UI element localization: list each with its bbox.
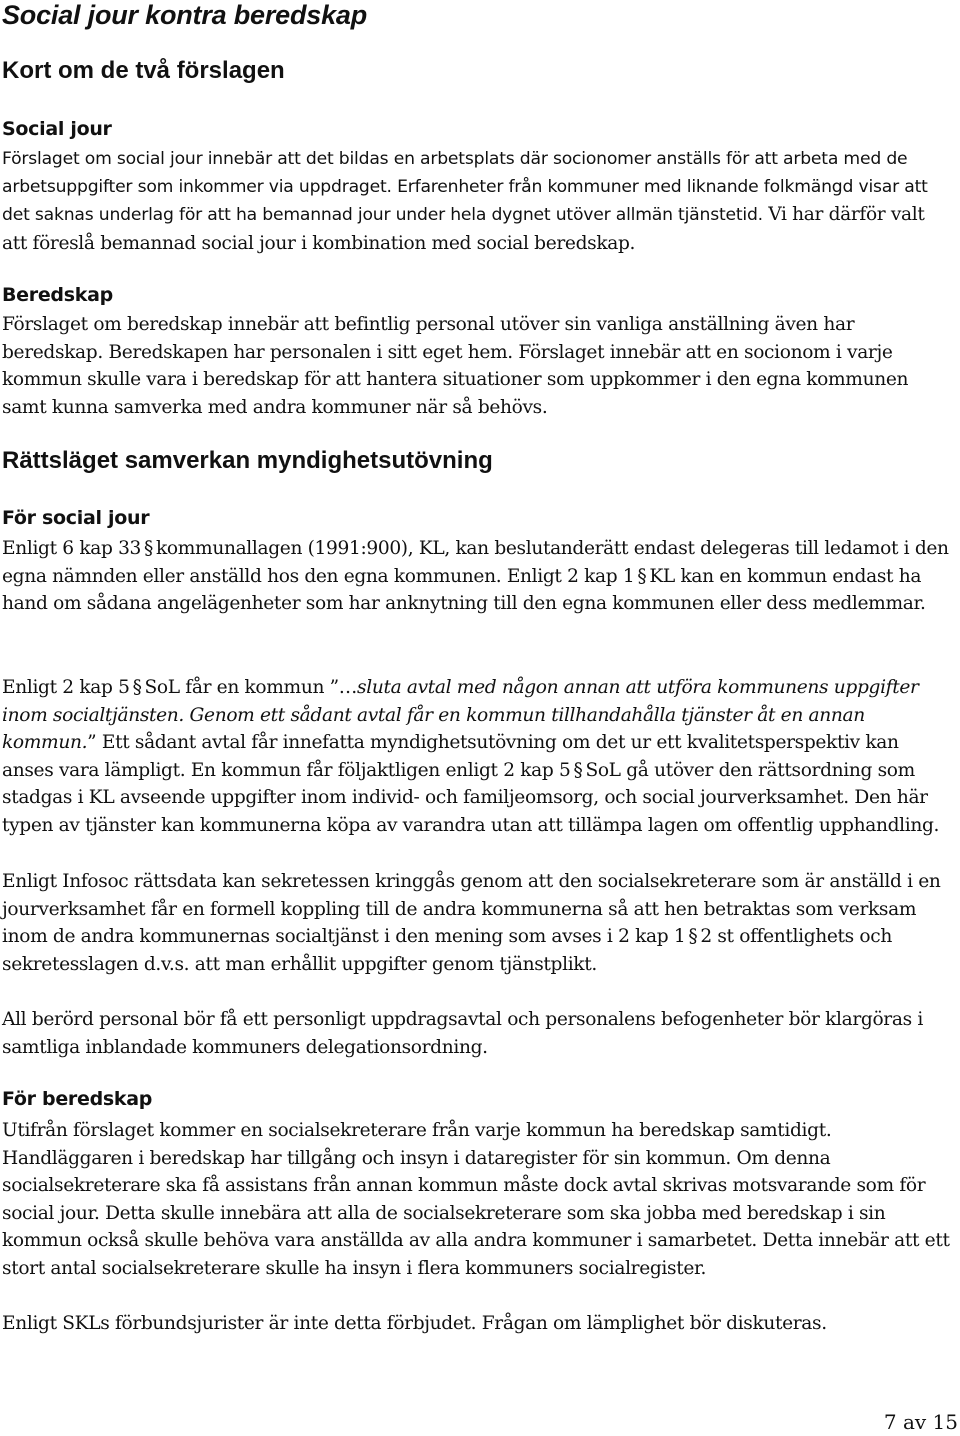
section-heading-proposals: Kort om de två förslagen: [2, 57, 285, 84]
subheading-beredskap: Beredskap: [2, 284, 113, 306]
document-title: Social jour kontra beredskap: [2, 0, 368, 30]
paragraph-social-jour: [2, 146, 952, 258]
paragraph-text: 2 st offentlighets och sekretesslagen d.v.s. att man erhållit uppgifter genom tjänstplikt.: [2, 926, 892, 975]
section-sign: §: [573, 759, 583, 781]
section-sign: §: [637, 565, 647, 587]
paragraph-kommunallagen: [2, 535, 954, 618]
section-sign: §: [132, 677, 142, 698]
paragraph-beredskap-avtal: Utifrån förslaget kommer en socialsekreterare från varje kommun ha beredskap samtidigt. Handläggaren i beredskap har tillgång och insyn i dataregister för sin kommun. Om denna socialsekreterare ska få assistans från annan kommun måste dock avtal skrivas motsvarande som för social jour. Detta skulle innebära att alla de socialsekreterare som ska jobba med beredskap i sin kommun också skulle behöva vara anställda av alla andra kommuner i samarbetet. Detta innebär att ett stort antal socialsekreterare skulle ha insyn i flera kommuners socialregister.: [2, 1120, 950, 1279]
law-quote: sluta avtal med någon annan att utföra kommunens uppgifter inom socialtjänsten. Genom ett sådant avtal får en kommun tillhandahålla tjänster åt en annan kommun.: [2, 677, 919, 754]
paragraph-text: SoL får en kommun ”…: [144, 677, 358, 698]
paragraph-skl: Enligt SKLs förbundsjurister är inte detta förbjudet. Frågan om lämplighet bör diskuteras.: [2, 1313, 827, 1334]
paragraph-text: KL kan en kommun endast ha hand om sådana angelägenheter som har anknytning till den egna kommunen eller dess medlemmar.: [2, 565, 926, 615]
paragraph-text: Vi har därför valt att föreslå bemannad social jour i kombination med social beredskap.: [2, 204, 925, 254]
subheading-social-jour: Social jour: [2, 118, 112, 140]
paragraph-text: Förslaget om social jour innebär att det bildas en arbetsplats där socionomer anställs för att arbeta med de arbetsuppgifter som inkommer via uppdraget. Erfarenheter från kommuner med liknande folkmängd visar att det saknas underlag för att ha bemannad jour under hela dygnet utöver allmän tjänstetid.: [2, 149, 928, 226]
paragraph-text: ” Ett sådant avtal får innefatta myndighetsutövning om det ur ett kvalitetsperspektiv kan anses vara lämpligt. En kommun får följaktligen enligt 2 kap 5: [2, 732, 899, 781]
paragraph-text: SoL gå utöver den rättsordning som stadgas i KL avseende uppgifter inom individ- och familjeomsorg, och social jourverksamhet. Den här typen av tjänster kan kommunerna köpa av varandra utan att tillämpa lagen om offentlig upphandling.: [2, 759, 940, 836]
paragraph-text: Enligt 2 kap 5: [2, 677, 130, 698]
paragraph-beredskap: Förslaget om beredskap innebär att befintlig personal utöver sin vanliga anställning även har beredskap. Beredskapen har personalen i sitt eget hem. Förslaget innebär att en socionom i varje kommun skulle vara i beredskap för att hantera situationer som uppkommer i den egna kommunen samt kunna samverka med andra kommuner när så behövs.: [2, 314, 909, 418]
paragraph-uppdragsavtal: All berörd personal bör få ett personligt uppdragsavtal och personalens befogenheter bör klargöras i samtliga inblandade kommuners delegationsordning.: [2, 1009, 923, 1058]
paragraph-text: Enligt Infosoc rättsdata kan sekretessen kringgås genom att den socialsekreterare som är anställd i en jourverksamhet får en formell koppling till de andra kommunerna så att hen betraktas som verksam inom de andra kommunernas socialtjänst i den mening som avses i 2 kap 1: [2, 871, 941, 948]
paragraph-infosoc: [2, 868, 954, 978]
page-number: 7 av 15: [883, 1410, 958, 1434]
section-sign: §: [688, 926, 698, 948]
section-heading-legal: Rättsläget samverkan myndighetsutövning: [2, 447, 493, 474]
subheading-for-social-jour: För social jour: [2, 507, 150, 529]
section-sign: §: [144, 538, 153, 559]
paragraph-text: kommunallagen (1991:900), KL, kan beslutanderätt endast delegeras till ledamot i den egna nämnden eller anställd hos den egna kommunen. Enligt 2 kap 1: [2, 538, 949, 587]
paragraph-sol-avtal: [2, 674, 954, 840]
subheading-for-beredskap: För beredskap: [2, 1088, 153, 1110]
paragraph-text: Enligt 6 kap 33: [2, 538, 142, 559]
